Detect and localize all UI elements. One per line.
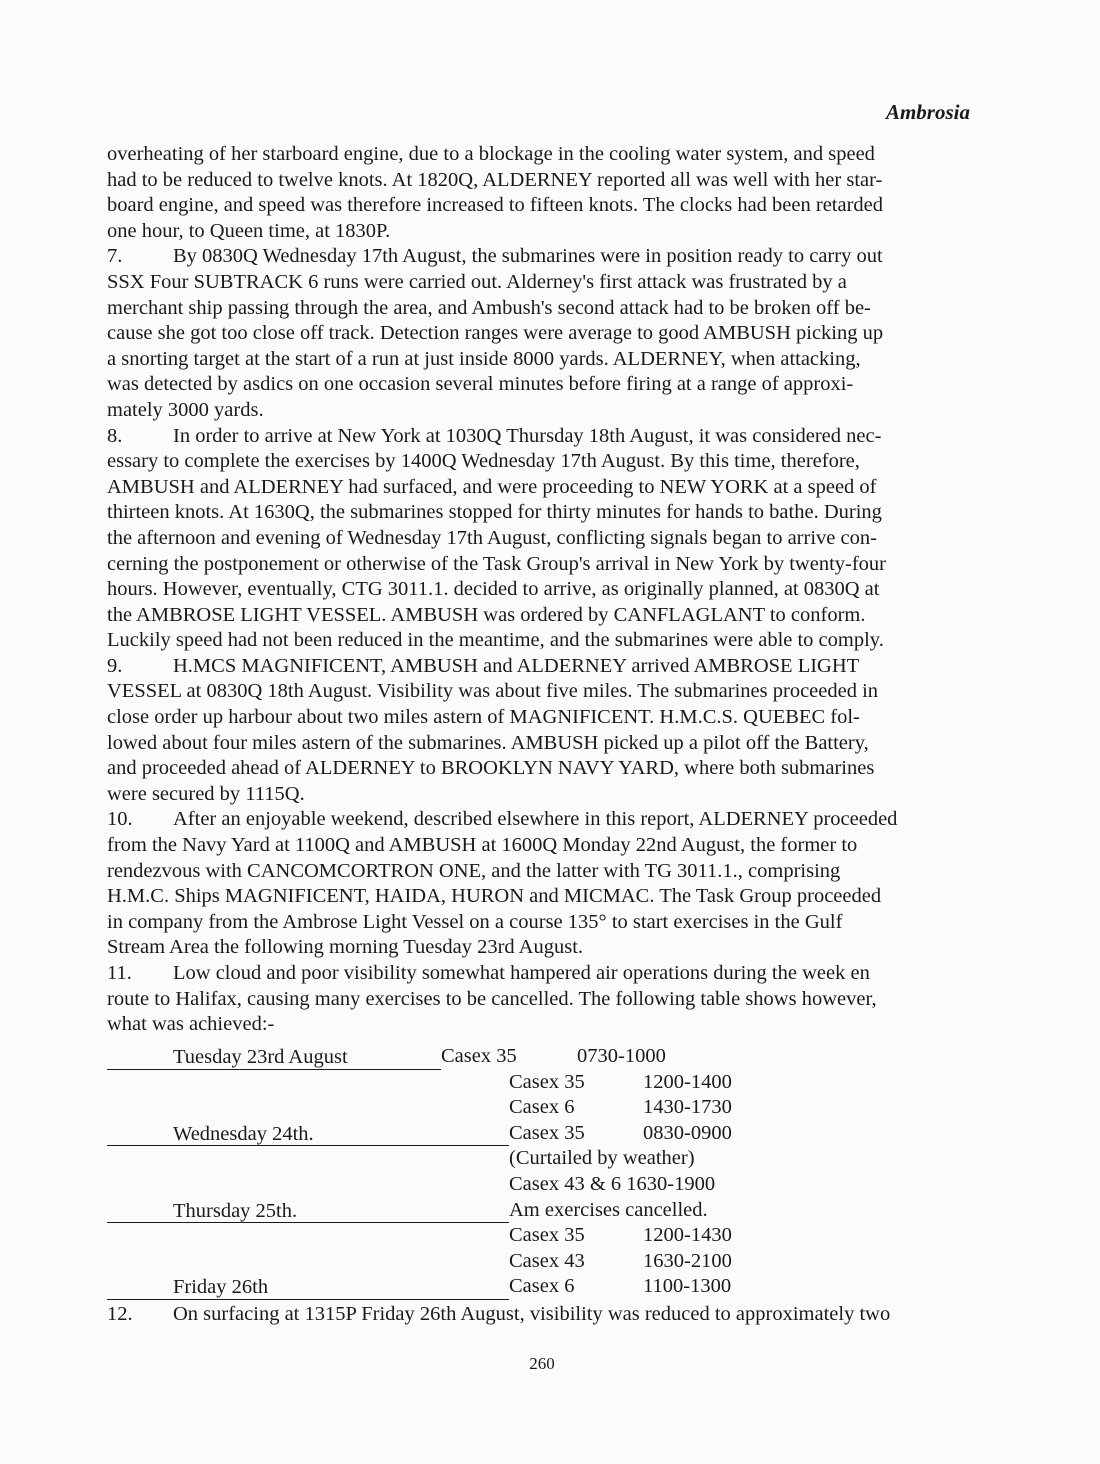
line-text: essary to complete the exercises by 1400Q Wednesday 17th August. By this time, therefore, [107,450,860,473]
line-text: mately 3000 yards. [107,398,264,421]
schedule-day [107,1197,509,1224]
schedule-day [107,1043,441,1070]
line-text: In order to arrive at New York at 1030Q Thursday 18th August, it was considered nec- [173,424,882,447]
schedule-exercise: Casex 6 [509,1096,575,1119]
text-line [107,705,977,731]
line-text: overheating of her starboard engine, due to a blockage in the cooling water system, and speed [107,143,875,165]
text-line [107,142,977,168]
text-line [107,833,977,859]
paragraph-text: On surfacing at 1315P Friday 26th August, visibility was reduced to approximately two [173,1303,891,1325]
text-line [107,577,977,603]
text-line [107,987,977,1013]
text-line [107,935,977,961]
line-text: route to Halifax, causing many exercises to be cancelled. The following table shows however, [107,987,877,1010]
text-line [107,859,977,885]
line-text: H.M.C. Ships MAGNIFICENT, HAIDA, HURON and MICMAC. The Task Group proceeded [107,885,882,908]
schedule-exercise: Casex 6 [509,1275,575,1298]
text-line [107,424,977,450]
line-text: Stream Area the following morning Tuesday 23rd August. [107,936,584,959]
text-line [107,321,977,347]
text-line [107,244,977,270]
text-line [107,500,977,526]
text-line [107,372,977,398]
text-line [107,731,977,757]
text-line [107,628,977,654]
line-text: VESSEL at 0830Q 18th August. Visibility was about five miles. The submarines proceeded in [107,680,879,703]
schedule-row [107,1223,867,1249]
schedule-exercise: (Curtailed by weather) [509,1147,695,1170]
line-text: SSX Four SUBTRACK 6 runs were carried out. Alderney's first attack was frustrated by a [107,270,847,293]
line-text: was detected by asdics on one occasion several minutes before firing at a range of approxi- [107,373,854,396]
text-line [107,270,977,296]
line-text: a snorting target at the start of a run at just inside 8000 yards. ALDERNEY, when attacking, [107,347,861,370]
line-text: After an enjoyable weekend, described elsewhere in this report, ALDERNEY proceeded [173,808,898,831]
text-line [107,193,977,219]
line-text: and proceeded ahead of ALDERNEY to BROOKLYN NAVY YARD, where both submarines [107,757,875,780]
text-line [107,884,977,910]
text-line [107,398,977,424]
paragraph-number: 7. [107,245,123,268]
schedule-time: 1430-1730 [643,1096,732,1119]
paragraph-number: 9. [107,654,123,677]
text-line [107,961,977,987]
text-line [107,449,977,475]
line-text: By 0830Q Wednesday 17th August, the submarines were in position ready to carry out [173,245,883,268]
schedule-row [107,1095,867,1121]
text-line [107,347,977,373]
schedule-row [107,1274,867,1300]
line-text: H.MCS MAGNIFICENT, AMBUSH and ALDERNEY arrived AMBROSE LIGHT [173,654,860,677]
line-text: were secured by 1115Q. [107,782,305,805]
schedule-row [107,1198,867,1224]
text-line [107,910,977,936]
text-line [107,219,977,245]
line-text: the AMBROSE LIGHT VESSEL. AMBUSH was ordered by CANFLAGLANT to conform. [107,603,866,626]
paragraph-number: 10. [107,808,133,831]
line-text: the afternoon and evening of Wednesday 17th August, conflicting signals began to arrive con- [107,526,877,549]
schedule-row [107,1121,867,1147]
line-text: one hour, to Queen time, at 1830P. [107,219,391,242]
text-line [107,654,977,680]
page-number: 260 [529,1354,555,1373]
line-text: merchant ship passing through the area, and Ambush's second attack had to be broken off be- [107,296,871,319]
text-line [107,552,977,578]
line-text: cause she got too close off track. Detection ranges were average to good AMBUSH picking up [107,322,884,345]
schedule-row [107,1249,867,1275]
body-text [107,142,977,1038]
schedule-exercise: Casex 43 [509,1249,585,1272]
schedule-day-label: Wednesday 24th. [173,1122,314,1145]
paragraph-12 [107,1302,987,1328]
line-text: in company from the Ambrose Light Vessel on a course 135° to start exercises in the Gulf [107,910,843,933]
schedule-time: 1630-2100 [643,1249,732,1272]
line-text: close order up harbour about two miles astern of MAGNIFICENT. H.M.C.S. QUEBEC fol- [107,706,860,729]
schedule-exercise: Casex 35 [509,1224,585,1247]
line-text: board engine, and speed was therefore increased to fifteen knots. The clocks had been retarded [107,194,884,217]
line-text: cerning the postponement or otherwise of the Task Group's arrival in New York by twenty-four [107,552,887,575]
schedule-day [107,1120,509,1147]
line-text: Luckily speed had not been reduced in the meantime, and the submarines were able to comply. [107,629,884,652]
paragraph-number: 11. [107,962,132,984]
schedule-day-label: Thursday 25th. [173,1199,298,1222]
schedule-time: 0730-1000 [577,1045,666,1067]
text-line [107,603,977,629]
schedule-row [107,1172,867,1198]
schedule-time: 1200-1430 [643,1224,732,1247]
text-line [107,782,977,808]
line-text: rendezvous with CANCOMCORTRON ONE, and the latter with TG 3011.1., comprising [107,859,841,882]
line-text: AMBUSH and ALDERNEY had surfaced, and were proceeding to NEW YORK at a speed of [107,475,877,498]
exercise-schedule [107,1044,867,1300]
schedule-exercise: Casex 35 [509,1070,585,1093]
schedule-row [107,1044,867,1070]
schedule-time: 1100-1300 [643,1275,732,1298]
schedule-day-label: Friday 26th [173,1276,269,1299]
line-text: hours. However, eventually, CTG 3011.1. decided to arrive, as originally planned, at 0830Q at [107,578,880,601]
text-line [107,679,977,705]
text-line [107,756,977,782]
text-line [107,475,977,501]
line-text: lowed about four miles astern of the submarines. AMBUSH picked up a pilot off the Battery, [107,731,869,754]
line-text: thirteen knots. At 1630Q, the submarines stopped for thirty minutes for hands to bathe. During [107,501,882,524]
schedule-day [107,1273,509,1300]
running-header: Ambrosia [885,100,970,124]
text-line [107,807,977,833]
schedule-exercise: Casex 43 & 6 1630-1900 [509,1172,716,1195]
schedule-exercise: Casex 35 [441,1045,517,1067]
line-text: what was achieved:- [107,1013,275,1036]
paragraph-number: 8. [107,424,123,447]
schedule-row [107,1070,867,1096]
line-text: had to be reduced to twelve knots. At 1820Q, ALDERNEY reported all was well with her star- [107,168,883,191]
schedule-day-label: Tuesday 23rd August [173,1046,348,1068]
paragraph-number: 12. [107,1303,133,1325]
line-text: Low cloud and poor visibility somewhat hampered air operations during the week en [173,962,870,984]
text-line [107,296,977,322]
text-line [107,168,977,194]
text-line [107,526,977,552]
schedule-time: 0830-0900 [643,1121,732,1144]
schedule-time: 1200-1400 [643,1070,732,1093]
schedule-exercise: Casex 35 [509,1121,585,1144]
line-text: from the Navy Yard at 1100Q and AMBUSH at 1600Q Monday 22nd August, the former to [107,834,858,857]
text-line [107,1012,977,1038]
schedule-row [107,1146,867,1172]
schedule-exercise: Am exercises cancelled. [509,1198,708,1221]
